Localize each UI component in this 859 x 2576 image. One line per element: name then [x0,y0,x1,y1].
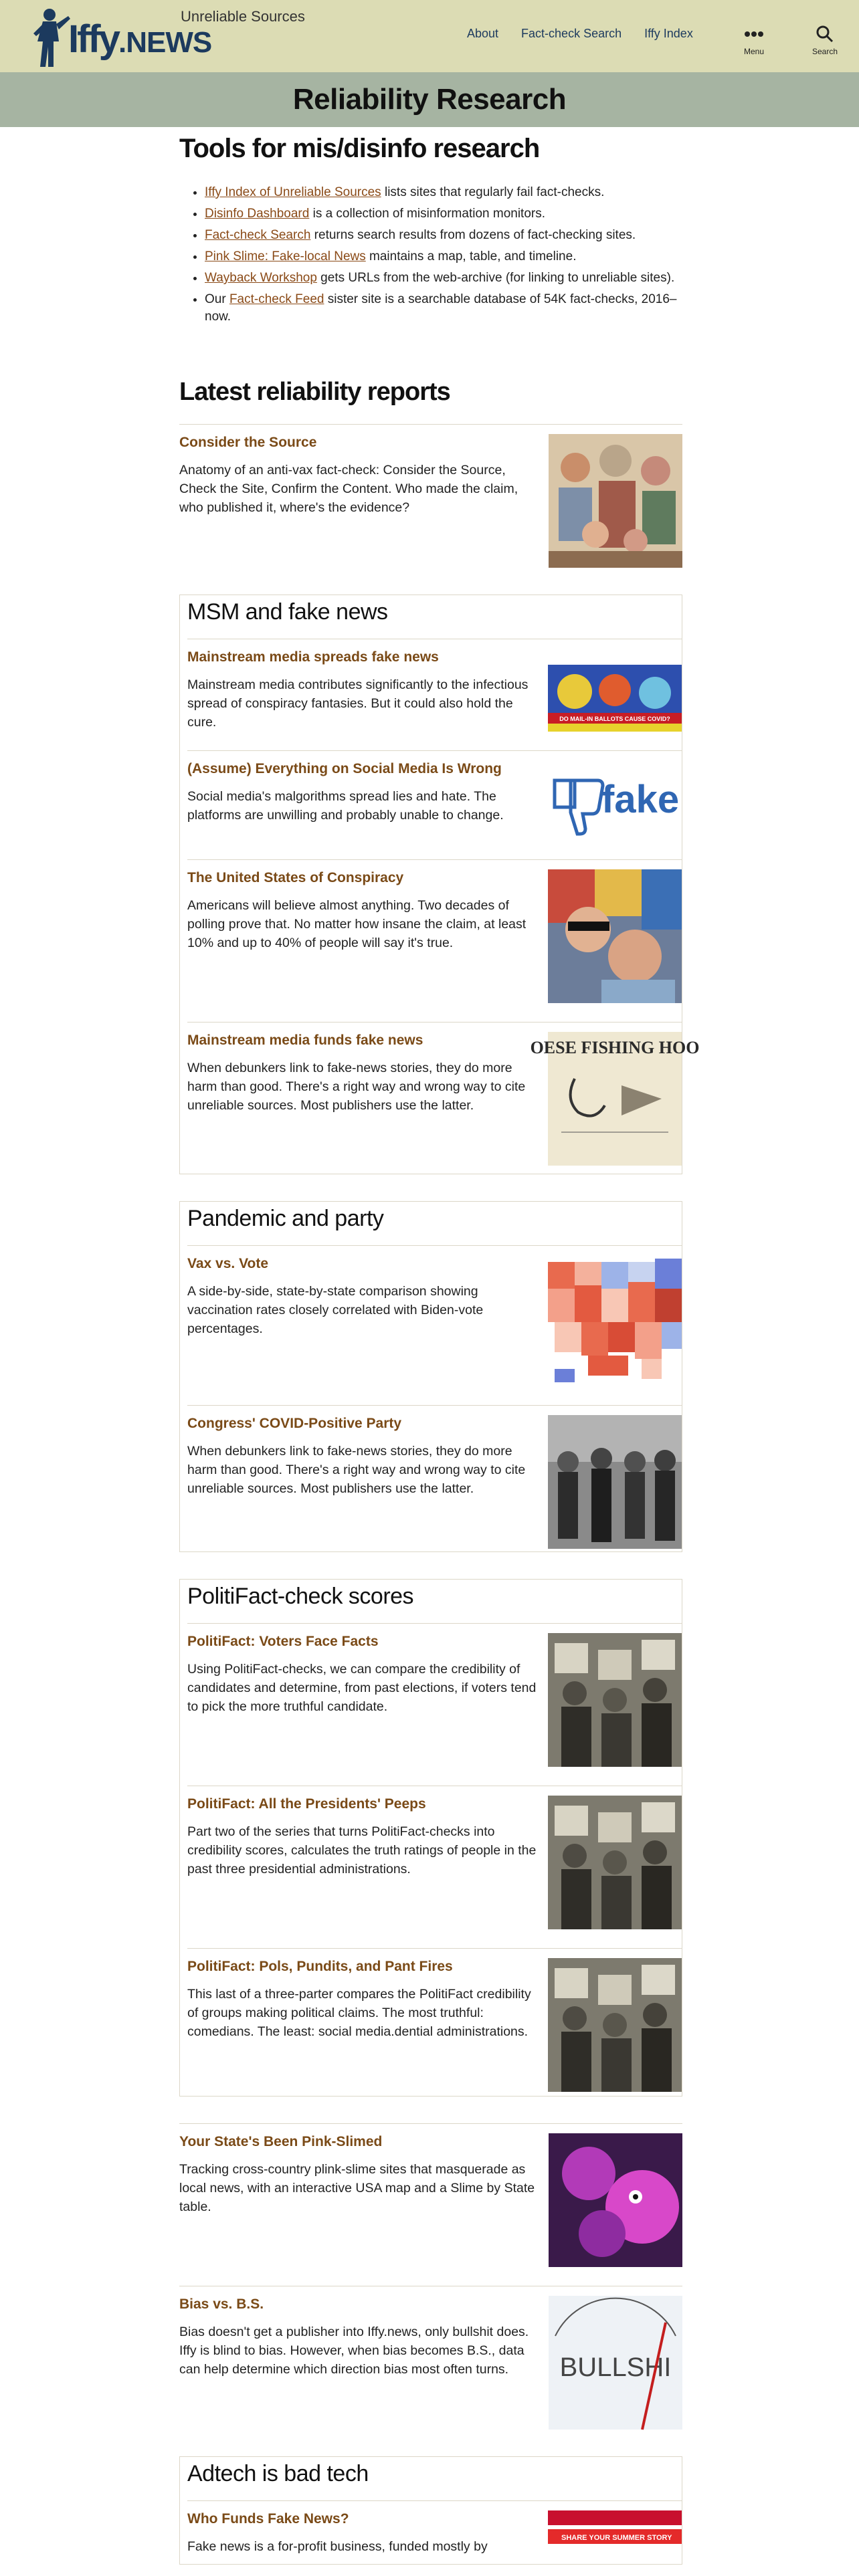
story-thumbnail[interactable] [548,665,682,732]
section-politifact-scores [179,1579,682,2097]
story-msm-spreads-fake-news[interactable] [187,639,682,750]
story-thumbnail[interactable] [549,434,682,568]
list-item [205,227,682,244]
story-who-funds-fake-news[interactable] [187,2500,682,2564]
story-title[interactable]: Mainstream media funds fake news [187,1033,423,1048]
person-silhouette-icon [27,7,74,68]
story-title[interactable]: Bias vs. B.S. [179,2296,264,2312]
thumbs-down-fake-image [548,767,682,841]
story-desc: Anatomy of an anti-vax fact-check: Consider the Source, Check the Site, Confirm the Content. Who made the claim, who published it, where's the evidence? [179,463,518,515]
story-pink-slimed[interactable] [179,2123,682,2286]
nav-fact-check-search[interactable]: Fact-check Search [521,27,622,40]
bull-signs-crowd-image [548,1958,682,2092]
nav-iffy-index[interactable]: Iffy Index [644,27,693,40]
story-desc: Part two of the series that turns PolitiFact-checks into credibility scores, calculates the truth ratings of people in the past three presidential administrations. [187,1824,537,1876]
ad-banner-image [548,2510,682,2564]
story-thumbnail[interactable] [549,2133,682,2267]
story-desc: This last of a three-parter compares the PolitiFact credibility of groups making political claims. The most truthful: comedians. The least: social media.dential administrations. [187,1987,531,2039]
tool-link-disinfo-dashboard[interactable]: Disinfo Dashboard [205,207,310,221]
story-msm-funds-fake-news[interactable] [187,1022,700,1174]
story-social-media-wrong[interactable] [187,750,682,859]
menu-button[interactable] [731,24,777,56]
story-congress-covid-party[interactable] [187,1405,682,1551]
list-item [205,205,682,223]
story-thumbnail[interactable] [549,2296,682,2430]
nav-about[interactable]: About [467,27,499,40]
list-item [205,291,682,326]
story-politifact-pols-pundits[interactable] [187,1948,682,2096]
story-title[interactable]: Mainstream media spreads fake news [187,649,439,665]
story-thumbnail[interactable] [548,1633,682,1767]
story-vax-vs-vote[interactable] [187,1245,682,1405]
story-desc: When debunkers link to fake-news stories, they do more harm than good. There's a right way and wrong way to cite unreliable sources. Most publishers use the latter. [187,1444,526,1496]
tool-link-pink-slime[interactable]: Pink Slime: Fake-local News [205,249,366,263]
page-banner: Reliability Research [0,72,859,127]
tools-list [205,184,682,326]
section-msm-fake-news [179,595,700,1174]
story-desc: A side-by-side, state-by-state comparison showing vaccination rates closely correlated with Biden-vote percentages. [187,1284,484,1336]
main-content [179,134,700,2565]
crowd-cartoon-image [549,434,682,568]
conspiracy-photo-image [548,869,682,1003]
tv-news-image [548,665,682,732]
search-icon [816,25,834,43]
section-heading: MSM and fake news [187,599,388,625]
section-heading: PolitiFact-check scores [187,1584,414,1609]
story-desc: Social media's malgorithms spread lies and hate. The platforms are unwilling and probably unable to change. [187,789,504,823]
logo-main-text: Iffy [68,17,118,61]
tool-desc: sister site is a searchable database of 54K fact-checks, 2016–now. [205,292,677,324]
tool-link-iffy-index[interactable]: Iffy Index of Unreliable Sources [205,185,381,199]
usa-map-image [548,1255,682,1389]
primary-nav [467,27,693,41]
story-title[interactable]: Congress' COVID-Positive Party [187,1416,402,1431]
fishing-hook-ad-image [530,1032,700,1166]
section-adtech [179,2456,682,2565]
tool-prefix: Our [205,292,229,306]
story-thumbnail[interactable] [548,1796,682,1929]
thumb-caption: fake [601,778,680,821]
story-title[interactable]: (Assume) Everything on Social Media Is Wrong [187,761,502,776]
pink-slime-monster-image [549,2133,682,2267]
story-thumbnail[interactable] [530,1032,700,1166]
story-thumbnail[interactable] [548,1415,682,1549]
bull-signs-crowd-image [548,1633,682,1767]
tool-desc: is a collection of misinformation monitors. [309,207,545,221]
story-thumbnail[interactable] [548,767,682,841]
story-title[interactable]: Consider the Source [179,435,317,450]
section-pandemic-party [179,1201,682,1552]
thumb-caption: BULLSHI [559,2353,672,2382]
tool-link-wayback-workshop[interactable]: Wayback Workshop [205,271,317,285]
story-desc: Fake news is a for-profit business, funded mostly by [187,2539,488,2554]
thumb-caption: SHARE YOUR SUMMER STORY [561,2534,672,2542]
section-heading: Pandemic and party [187,1206,384,1231]
bull-signs-crowd-image [548,1796,682,1929]
list-item [205,270,682,287]
search-label: Search [812,47,838,56]
story-title[interactable]: The United States of Conspiracy [187,870,404,885]
bullshit-meter-image [549,2296,682,2430]
story-thumbnail[interactable] [548,869,682,1003]
thumb-caption: OESE FISHING HOO [530,1038,700,1057]
story-title[interactable]: PolitiFact: Pols, Pundits, and Pant Fires [187,1959,453,1974]
story-thumbnail[interactable] [548,2510,682,2564]
logo-wordmark [68,17,212,61]
story-desc: Americans will believe almost anything. Two decades of polling prove that. No matter how insane the claim, at least 10% and up to 40% of people will say it's true. [187,898,527,950]
story-thumbnail[interactable] [548,1958,682,2092]
story-consider-the-source[interactable] [179,424,682,568]
story-title[interactable]: Who Funds Fake News? [187,2511,349,2527]
tool-link-fact-check-search[interactable]: Fact-check Search [205,228,311,242]
story-politifact-voters[interactable] [187,1623,682,1786]
tool-desc: maintains a map, table, and timeline. [365,249,577,263]
tool-desc: gets URLs from the web-archive (for linking to unreliable sites). [316,271,675,285]
story-desc: Tracking cross-country plink-slime sites that masquerade as local news, with an interactive USA map and a Slime by State table. [179,2162,535,2214]
tools-heading: Tools for mis/disinfo research [179,134,540,163]
section-heading: Adtech is bad tech [187,2461,369,2486]
story-title[interactable]: PolitiFact: All the Presidents' Peeps [187,1796,426,1812]
tool-desc: lists sites that regularly fail fact-checks. [381,185,605,199]
story-thumbnail[interactable] [548,1255,682,1389]
story-desc: Mainstream media contributes significantly to the infectious spread of conspiracy fantasies. But it could also hold the cure. [187,677,529,730]
logo-news-text: .NEWS [118,26,212,59]
tool-desc: returns search results from dozens of fact-checking sites. [310,228,636,242]
list-item [205,184,682,201]
list-item [205,248,682,265]
story-desc: When debunkers link to fake-news stories, they do more harm than good. There's a right way and wrong way to cite unreliable sources. Most publishers use the latter. [187,1061,526,1113]
story-desc: Bias doesn't get a publisher into Iffy.news, only bullshit does. Iffy is blind to bias. However, when bias becomes B.S., data can help determine which direction bias most often turns. [179,2325,529,2377]
ellipsis-icon [744,31,764,37]
tool-link-fact-check-feed[interactable]: Fact-check Feed [229,292,324,306]
story-desc: Using PolitiFact-checks, we can compare the credibility of candidates and determine, from past elections, if voters tend to pick the more truthful candidate. [187,1662,537,1714]
story-politifact-presidents[interactable] [187,1786,682,1948]
latest-heading: Latest reliability reports [179,378,450,406]
site-header [0,0,859,72]
story-title[interactable]: Vax vs. Vote [187,1256,269,1271]
story-united-states-of-conspiracy[interactable] [187,859,682,1022]
search-button[interactable] [801,24,848,56]
thumb-caption: DO MAIL-IN BALLOTS CAUSE COVID? [559,716,670,722]
menu-label: Menu [743,47,765,56]
story-bias-vs-bs[interactable] [179,2286,682,2450]
masked-crowd-photo-image [548,1415,682,1549]
story-title[interactable]: PolitiFact: Voters Face Facts [187,1634,379,1649]
story-title[interactable]: Your State's Been Pink-Slimed [179,2134,383,2149]
site-tagline: Unreliable Sources [181,8,305,25]
